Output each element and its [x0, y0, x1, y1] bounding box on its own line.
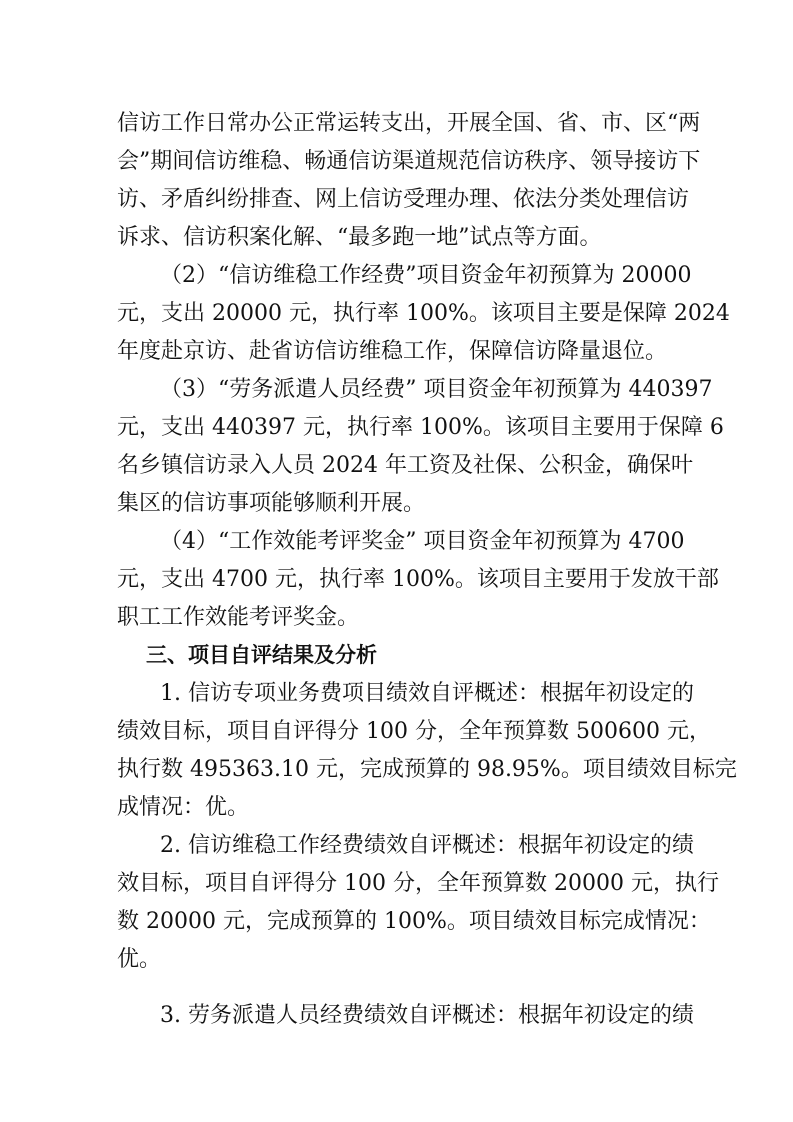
body-line: 元，支出 440397 元，执行率 100%。该项目主要用于保障 6: [117, 415, 724, 440]
body-line: 会”期间信访维稳、畅通信访渠道规范信访秩序、领导接访下: [117, 149, 701, 174]
body-line: 数 20000 元，完成预算的 100%。项目绩效目标完成情况：: [117, 909, 711, 934]
body-line: 元，支出 4700 元，执行率 100%。该项目主要用于发放干部: [117, 567, 719, 592]
body-line: 成情况：优。: [117, 795, 250, 820]
item-3-line: （3）“劳务派遣人员经费” 项目资金年初预算为 440397: [160, 377, 713, 402]
body-line: 名乡镇信访录入人员 2024 年工资及社保、公积金，确保叶: [117, 453, 693, 478]
section-heading: 三、项目自评结果及分析: [146, 643, 377, 667]
body-line: 元，支出 20000 元，执行率 100%。该项目主要是保障 2024: [117, 301, 730, 326]
body-line: 年度赴京访、赴省访信访维稳工作，保障信访降量退位。: [117, 339, 668, 364]
body-line: 执行数 495363.10 元，完成预算的 98.95%。项目绩效目标完: [117, 757, 737, 782]
body-line: 诉求、信访积案化解、“最多跑一地”试点等方面。: [117, 225, 602, 250]
eval-1-line: 1. 信访专项业务费项目绩效自评概述：根据年初设定的: [160, 681, 694, 706]
eval-2-line: 2. 信访维稳工作经费绩效自评概述：根据年初设定的绩: [160, 833, 694, 858]
item-2-line: （2）“信访维稳工作经费”项目资金年初预算为 20000: [160, 263, 692, 288]
body-line: 效目标，项目自评得分 100 分，全年预算数 20000 元，执行: [117, 871, 719, 896]
body-line: 绩效目标，项目自评得分 100 分，全年预算数 500600 元，: [117, 719, 711, 744]
body-line: 集区的信访事项能够顺利开展。: [117, 491, 426, 516]
body-line: 优。: [117, 947, 162, 972]
body-line: 职工工作效能考评奖金。: [117, 605, 360, 630]
item-4-line: （4）“工作效能考评奖金” 项目资金年初预算为 4700: [160, 529, 685, 554]
body-line: 信访工作日常办公正常运转支出，开展全国、省、市、区“两: [117, 111, 701, 136]
eval-3-line: 3. 劳务派遣人员经费绩效自评概述：根据年初设定的绩: [160, 1003, 694, 1028]
body-line: 访、矛盾纠纷排查、网上信访受理办理、依法分类处理信访: [117, 187, 690, 212]
